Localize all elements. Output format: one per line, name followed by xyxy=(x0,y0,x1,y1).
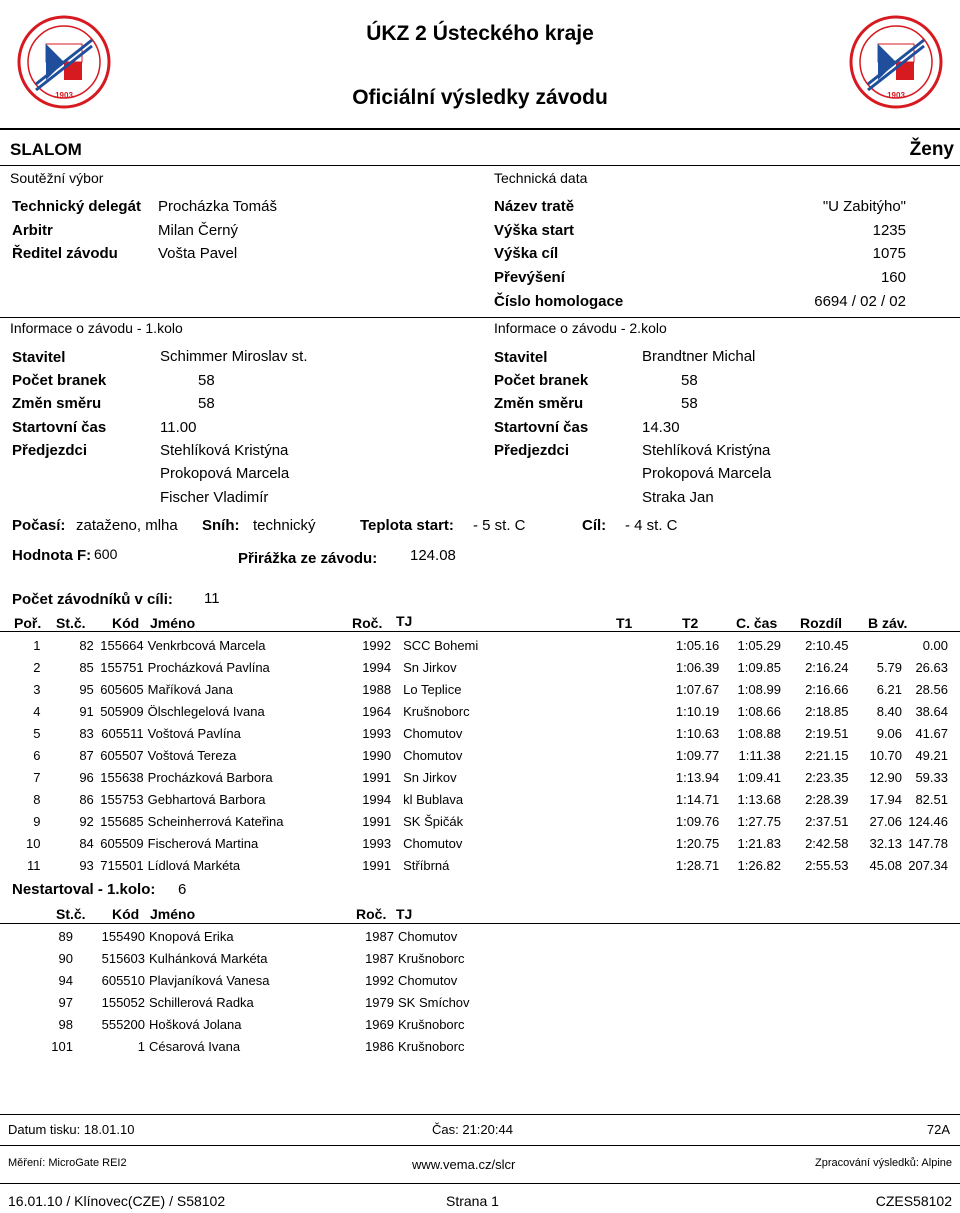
dns-row xyxy=(0,925,560,947)
table-row xyxy=(0,744,960,766)
tech-label-homologation: Číslo homologace xyxy=(494,293,624,310)
cell-diff xyxy=(848,634,902,656)
website-link[interactable]: www.vema.cz/slcr xyxy=(412,1157,516,1172)
run2-forerunner: Straka Jan xyxy=(642,489,714,506)
cell-name: Lídlová Markéta xyxy=(147,857,241,873)
timing-info: Měření: MicroGate REI2 xyxy=(8,1157,127,1169)
cell-total: 2:18.85 xyxy=(805,703,849,719)
tech-label-course: Název tratě xyxy=(494,198,575,215)
cell-bib: 86 xyxy=(79,791,94,807)
results-table xyxy=(0,634,960,876)
cell-rank: 10 xyxy=(26,835,41,851)
footer-rule xyxy=(0,1183,960,1184)
dns-cell-code: 515603 xyxy=(101,950,145,966)
col-name: Jméno xyxy=(150,615,196,631)
tech-label-finish: Výška cíl xyxy=(494,245,559,262)
cell-diff: 10.70 xyxy=(869,747,903,763)
tech-value-homologation: 6694 / 02 / 02 xyxy=(814,293,906,310)
table-row xyxy=(0,678,960,700)
snow-label: Sníh: xyxy=(202,517,240,534)
dns-cell-bib: 94 xyxy=(58,972,73,988)
cell-t1: 1:13.94 xyxy=(675,769,720,785)
dns-col-year: Roč. xyxy=(356,906,387,922)
discipline: SLALOM xyxy=(10,140,82,159)
dns-label: Nestartoval - 1.kolo: xyxy=(12,881,156,898)
cell-rank: 6 xyxy=(33,747,41,763)
cell-name: Scheinherrová Kateřina xyxy=(147,813,284,829)
committee-label-arbitr: Arbitr xyxy=(12,222,53,239)
committee-value-arbitr: Milan Černý xyxy=(158,222,239,239)
cell-rank: 5 xyxy=(33,725,41,741)
col-t1: T1 xyxy=(616,615,633,631)
cell-t1: 1:05.16 xyxy=(675,637,720,653)
run1-turns-label: Změn směru xyxy=(12,395,102,412)
cell-spacer xyxy=(0,969,45,991)
run2-start: 14.30 xyxy=(642,419,680,436)
cell-t2: 1:26.82 xyxy=(737,857,781,873)
cell-year: 1964 xyxy=(362,703,392,719)
dns-cell-year: 1987 xyxy=(365,928,394,944)
table-row xyxy=(0,766,960,788)
dns-row xyxy=(0,991,560,1013)
fvalue: 600 xyxy=(94,546,118,562)
cell-code: 155664 xyxy=(100,637,144,653)
cell-code: 605605 xyxy=(100,681,144,697)
dns-cell-club: Krušnoborc xyxy=(398,1016,465,1032)
run1-setter: Schimmer Miroslav st. xyxy=(160,348,308,365)
cell-spacer xyxy=(0,1035,45,1057)
cell-name: Maříková Jana xyxy=(147,681,233,697)
run1-gates-label: Počet branek xyxy=(12,372,107,389)
cell-rank: 11 xyxy=(26,857,41,873)
cell-year: 1994 xyxy=(362,791,392,807)
cell-year: 1988 xyxy=(362,681,392,697)
dns-cell-year: 1969 xyxy=(365,1016,394,1032)
cell-total: 2:23.35 xyxy=(805,769,849,785)
cell-t2: 1:27.75 xyxy=(737,813,781,829)
cell-bib: 91 xyxy=(79,703,94,719)
dns-cell-bib: 90 xyxy=(58,950,73,966)
run2-setter: Brandtner Michal xyxy=(642,348,756,365)
tech-label-start: Výška start xyxy=(494,222,575,239)
cell-diff: 6.21 xyxy=(876,681,903,697)
cell-code: 605507 xyxy=(100,747,144,763)
cell-club: SK Špičák xyxy=(403,813,464,829)
dns-cell-name: Hošková Jolana xyxy=(149,1016,242,1032)
cell-name: Venkrbcová Marcela xyxy=(147,637,266,653)
cell-total: 2:19.51 xyxy=(805,725,849,741)
cell-club: kl Bublava xyxy=(403,791,464,807)
cell-t2: 1:09.85 xyxy=(737,659,781,675)
dns-cell-bib: 89 xyxy=(58,928,73,944)
penalty-label: Přirážka ze závodu: xyxy=(238,550,378,567)
dns-row xyxy=(0,947,560,969)
cell-points: 26.63 xyxy=(915,659,948,675)
col-club: TJ xyxy=(396,613,413,629)
cell-t1: 1:28.71 xyxy=(675,857,720,873)
cell-name: Voštová Tereza xyxy=(147,747,237,763)
cell-year: 1993 xyxy=(362,725,392,741)
run2-heading: Informace o závodu - 2.kolo xyxy=(494,320,667,336)
cell-t1: 1:09.77 xyxy=(675,747,720,763)
cell-spacer xyxy=(628,832,657,854)
dns-cell-code: 155490 xyxy=(101,928,145,944)
dns-cell-club: Chomutov xyxy=(398,972,458,988)
table-row xyxy=(0,788,960,810)
cell-year: 1993 xyxy=(362,835,392,851)
run2-turns: 58 xyxy=(681,395,698,412)
dns-cell-club: Krušnoborc xyxy=(398,950,465,966)
cell-diff: 27.06 xyxy=(869,813,903,829)
print-date: Datum tisku: 18.01.10 xyxy=(8,1122,135,1137)
cell-t1: 1:20.75 xyxy=(675,835,720,851)
cell-code: 155753 xyxy=(100,791,144,807)
cell-bib: 83 xyxy=(79,725,94,741)
cell-name: Procházková Pavlína xyxy=(147,659,270,675)
col-code: Kód xyxy=(112,615,140,631)
cell-spacer xyxy=(628,810,657,832)
temp-finish-value: - 4 st. C xyxy=(625,517,678,534)
dns-row xyxy=(0,969,560,991)
run2-start-label: Startovní čas xyxy=(494,419,589,436)
cell-code: 155685 xyxy=(100,813,144,829)
dns-col-name: Jméno xyxy=(150,906,196,922)
cell-name: Fischerová Martina xyxy=(147,835,259,851)
temp-finish-label: Cíl: xyxy=(582,517,607,534)
cell-t2: 1:08.99 xyxy=(737,681,781,697)
col-points: B záv. xyxy=(868,615,908,631)
header-rule xyxy=(0,128,960,130)
page-title: ÚKZ 2 Ústeckého kraje xyxy=(366,22,594,45)
cell-code: 155638 xyxy=(100,769,144,785)
cell-bib: 82 xyxy=(79,637,94,653)
tech-value-finish: 1075 xyxy=(872,245,906,262)
cell-bib: 95 xyxy=(79,681,94,697)
page-number: Strana 1 xyxy=(446,1193,499,1209)
table-row xyxy=(0,854,960,876)
committee-value-director: Vošta Pavel xyxy=(158,245,238,262)
dns-cell-name: Knopová Erika xyxy=(149,928,234,944)
cell-t2: 1:11.38 xyxy=(738,747,781,763)
cell-spacer xyxy=(628,854,657,876)
cell-spacer xyxy=(628,744,657,766)
dns-cell-name: Schillerová Radka xyxy=(149,994,254,1010)
run2-forerunner: Stehlíková Kristýna xyxy=(642,442,771,459)
col-rank: Poř. xyxy=(14,615,42,631)
cell-spacer xyxy=(628,634,657,656)
cell-year: 1994 xyxy=(362,659,392,675)
cell-year: 1992 xyxy=(362,637,392,653)
dns-cell-code: 1 xyxy=(137,1038,145,1054)
weather-value: zataženo, mlha xyxy=(76,517,178,534)
committee-label-delegate: Technický delegát xyxy=(12,198,141,215)
dns-cell-bib: 98 xyxy=(58,1016,73,1032)
cell-club: Chomutov xyxy=(403,725,463,741)
cell-t1: 1:14.71 xyxy=(675,791,720,807)
cell-t1: 1:09.76 xyxy=(675,813,720,829)
footer-rule xyxy=(0,1114,960,1115)
cell-diff: 12.90 xyxy=(869,769,903,785)
finishers-label: Počet závodníků v cíli: xyxy=(12,591,173,608)
dns-cell-year: 1987 xyxy=(365,950,394,966)
cell-code: 715501 xyxy=(100,857,144,873)
cell-spacer xyxy=(0,1013,45,1035)
run1-start: 11.00 xyxy=(160,419,197,436)
section-rule xyxy=(0,317,960,318)
print-time: Čas: 21:20:44 xyxy=(432,1122,513,1137)
dns-cell-year: 1986 xyxy=(365,1038,394,1054)
col-bib: St.č. xyxy=(56,615,86,631)
section-rule xyxy=(0,165,960,166)
cell-club: Stříbrná xyxy=(403,857,450,873)
svg-text:1903: 1903 xyxy=(887,91,905,100)
cell-points: 82.51 xyxy=(915,791,948,807)
dns-cell-bib: 97 xyxy=(58,994,73,1010)
col-year: Roč. xyxy=(352,615,383,631)
cell-points: 28.56 xyxy=(915,681,948,697)
cell-club: SCC Bohemi xyxy=(403,637,479,653)
cell-rank: 8 xyxy=(33,791,41,807)
cell-t2: 1:21.83 xyxy=(737,835,781,851)
cell-points: 124.46 xyxy=(908,813,948,829)
page-subtitle: Oficiální výsledky závodu xyxy=(352,86,608,109)
cell-total: 2:37.51 xyxy=(805,813,849,829)
table-row xyxy=(0,832,960,854)
cell-total: 2:10.45 xyxy=(805,637,849,653)
cell-club: Krušnoborc xyxy=(403,703,470,719)
cell-code: 605511 xyxy=(101,725,144,741)
cell-name: Ölschlegelová Ivana xyxy=(147,703,265,719)
cell-rank: 2 xyxy=(33,659,41,675)
cell-t2: 1:08.66 xyxy=(737,703,781,719)
cell-points: 0.00 xyxy=(922,637,948,653)
cell-total: 2:21.15 xyxy=(805,747,849,763)
run1-heading: Informace o závodu - 1.kolo xyxy=(10,320,183,336)
cell-rank: 1 xyxy=(33,637,41,653)
cell-diff: 45.08 xyxy=(869,857,903,873)
cell-t1: 1:07.67 xyxy=(675,681,720,697)
col-t2: T2 xyxy=(682,615,699,631)
cell-spacer xyxy=(628,766,657,788)
cell-points: 41.67 xyxy=(915,725,948,741)
cell-points: 59.33 xyxy=(915,769,948,785)
dns-cell-year: 1979 xyxy=(365,994,394,1010)
temp-start-value: - 5 st. C xyxy=(473,517,526,534)
technical-heading: Technická data xyxy=(494,170,588,186)
cell-club: Sn Jirkov xyxy=(403,769,457,785)
cell-spacer xyxy=(0,991,45,1013)
dns-header-rule xyxy=(0,923,960,924)
cell-rank: 7 xyxy=(33,769,41,785)
dns-count: 6 xyxy=(178,881,187,898)
cell-spacer xyxy=(628,722,657,744)
table-row xyxy=(0,700,960,722)
table-row xyxy=(0,634,960,656)
cell-t2: 1:09.41 xyxy=(737,769,781,785)
run1-forerunner: Stehlíková Kristýna xyxy=(160,442,289,459)
cell-name: Voštová Pavlína xyxy=(147,725,241,741)
cell-t1: 1:10.63 xyxy=(675,725,720,741)
cell-points: 49.21 xyxy=(915,747,948,763)
tech-value-course: "U Zabitýho" xyxy=(822,198,906,215)
cell-bib: 85 xyxy=(79,659,94,675)
cell-diff: 8.40 xyxy=(876,703,903,719)
dns-cell-name: Plavjaníková Vanesa xyxy=(149,972,270,988)
cell-diff: 5.79 xyxy=(876,659,903,675)
codex: CZES58102 xyxy=(875,1193,952,1209)
run1-turns: 58 xyxy=(198,395,215,412)
cell-t2: 1:08.88 xyxy=(737,725,781,741)
run1-forerunner: Fischer Vladimír xyxy=(160,489,269,506)
cell-year: 1990 xyxy=(362,747,392,763)
cell-t2: 1:13.68 xyxy=(737,791,781,807)
cell-rank: 4 xyxy=(33,703,41,719)
event-info: 16.01.10 / Klínovec(CZE) / S58102 xyxy=(8,1193,226,1209)
dns-row xyxy=(0,1013,560,1035)
cell-total: 2:42.58 xyxy=(805,835,849,851)
run2-turns-label: Změn směru xyxy=(494,395,584,412)
cell-year: 1991 xyxy=(362,769,392,785)
run1-setter-label: Stavitel xyxy=(12,349,66,366)
dns-cell-name: Kulhánková Markéta xyxy=(149,950,268,966)
table-row xyxy=(0,722,960,744)
cell-total: 2:16.66 xyxy=(805,681,849,697)
dns-cell-year: 1992 xyxy=(365,972,394,988)
cell-club: Lo Teplice xyxy=(403,681,462,697)
committee-value-delegate: Procházka Tomáš xyxy=(158,198,277,215)
cell-bib: 84 xyxy=(79,835,94,851)
cell-club: Chomutov xyxy=(403,835,463,851)
fvalue-label: Hodnota F: xyxy=(12,547,92,564)
cell-bib: 93 xyxy=(79,857,94,873)
cell-spacer xyxy=(628,678,657,700)
table-row xyxy=(0,656,960,678)
run1-gates: 58 xyxy=(198,372,215,389)
cell-spacer xyxy=(0,947,45,969)
cell-name: Procházková Barbora xyxy=(147,769,273,785)
cell-bib: 87 xyxy=(79,747,94,763)
cell-code: 605509 xyxy=(100,835,144,851)
svg-text:1903: 1903 xyxy=(55,91,73,100)
cell-club: Chomutov xyxy=(403,747,463,763)
dns-cell-club: Chomutov xyxy=(398,928,458,944)
col-total: C. čas xyxy=(736,615,778,631)
cell-spacer xyxy=(628,700,657,722)
dns-cell-club: SK Smíchov xyxy=(398,994,470,1010)
processing-info: Zpracování výsledků: Alpine xyxy=(815,1157,952,1169)
table-header-rule xyxy=(0,631,960,632)
tech-value-drop: 160 xyxy=(880,269,906,286)
dns-table xyxy=(0,925,560,1057)
col-diff: Rozdíl xyxy=(800,615,842,631)
dns-col-code: Kód xyxy=(112,906,140,922)
dns-cell-code: 155052 xyxy=(101,994,145,1010)
run1-start-label: Startovní čas xyxy=(12,419,107,436)
weather-label: Počasí: xyxy=(12,517,66,534)
cell-t1: 1:10.19 xyxy=(675,703,720,719)
cell-t1: 1:06.39 xyxy=(675,659,720,675)
cell-diff: 32.13 xyxy=(869,835,903,851)
cell-club: Sn Jirkov xyxy=(403,659,457,675)
dns-cell-name: Césarová Ivana xyxy=(149,1038,241,1054)
cell-code: 155751 xyxy=(100,659,144,675)
cell-year: 1991 xyxy=(362,813,392,829)
committee-label-director: Ředitel závodu xyxy=(12,245,118,262)
temp-start-label: Teplota start: xyxy=(360,517,454,534)
cell-code: 505909 xyxy=(100,703,144,719)
run2-gates: 58 xyxy=(681,372,698,389)
cell-name: Gebhartová Barbora xyxy=(147,791,266,807)
cell-bib: 96 xyxy=(79,769,94,785)
snow-value: technický xyxy=(253,517,316,534)
cell-rank: 9 xyxy=(33,813,41,829)
run2-forerunner: Prokopová Marcela xyxy=(642,465,772,482)
report-code: 72A xyxy=(926,1122,950,1137)
run1-forerunners-label: Předjezdci xyxy=(12,442,88,459)
cell-diff: 9.06 xyxy=(876,725,903,741)
cell-year: 1991 xyxy=(362,857,392,873)
cell-total: 2:16.24 xyxy=(805,659,849,675)
tech-value-start: 1235 xyxy=(872,222,906,239)
dns-cell-bib: 101 xyxy=(51,1038,73,1054)
cell-diff: 17.94 xyxy=(869,791,903,807)
cell-total: 2:28.39 xyxy=(805,791,849,807)
dns-cell-code: 555200 xyxy=(101,1016,145,1032)
run2-gates-label: Počet branek xyxy=(494,372,589,389)
footer-rule xyxy=(0,1145,960,1146)
cell-rank: 3 xyxy=(33,681,41,697)
cell-spacer xyxy=(628,656,657,678)
dns-cell-code: 605510 xyxy=(101,972,145,988)
cell-points: 207.34 xyxy=(908,857,948,873)
category: Ženy xyxy=(909,139,954,160)
run2-forerunners-label: Předjezdci xyxy=(494,442,570,459)
run2-setter-label: Stavitel xyxy=(494,349,548,366)
cell-points: 38.64 xyxy=(915,703,948,719)
committee-heading: Soutěžní výbor xyxy=(10,170,104,186)
table-row xyxy=(0,810,960,832)
dns-col-bib: St.č. xyxy=(56,906,86,922)
dns-cell-club: Krušnoborc xyxy=(398,1038,465,1054)
cell-spacer xyxy=(628,788,657,810)
finishers-count: 11 xyxy=(204,590,220,607)
cell-points: 147.78 xyxy=(908,835,948,851)
cell-total: 2:55.53 xyxy=(805,857,849,873)
tech-label-drop: Převýšení xyxy=(494,269,565,286)
cell-bib: 92 xyxy=(79,813,94,829)
dns-col-club: TJ xyxy=(396,906,413,922)
run1-forerunner: Prokopová Marcela xyxy=(160,465,290,482)
penalty-value: 124.08 xyxy=(410,547,456,564)
cell-spacer xyxy=(0,925,45,947)
cell-t2: 1:05.29 xyxy=(737,637,781,653)
dns-row xyxy=(0,1035,560,1057)
